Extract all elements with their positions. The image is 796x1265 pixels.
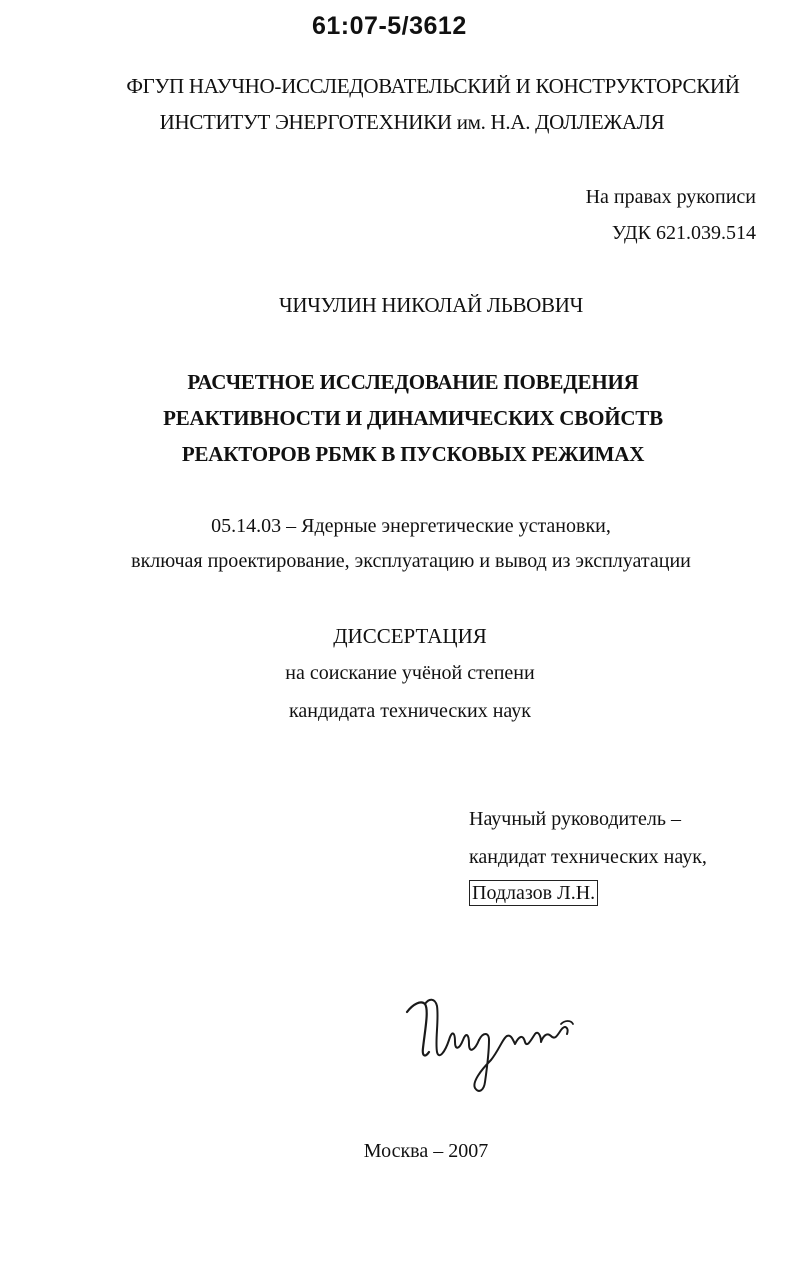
specialty-line-1: 05.14.03 – Ядерные энергетические установки,	[211, 515, 611, 537]
work-kind: ДИССЕРТАЦИЯ	[333, 624, 487, 648]
author-name: ЧИЧУЛИН НИКОЛАЙ ЛЬВОВИЧ	[279, 293, 583, 317]
organization-line-1: ФГУП НАУЧНО-ИССЛЕДОВАТЕЛЬСКИЙ И КОНСТРУКТОРСКИЙ	[126, 74, 740, 98]
city-year: Москва – 2007	[363, 1140, 489, 1162]
degree-line-1: на соискание учёной степени	[285, 662, 535, 684]
title-line-3: РЕАКТОРОВ РБМК В ПУСКОВЫХ РЕЖИМАХ	[181, 442, 645, 466]
handwritten-signature	[395, 990, 595, 1100]
title-line-1: РАСЧЕТНОЕ ИССЛЕДОВАНИЕ ПОВЕДЕНИЯ	[187, 370, 639, 394]
specialty-line-2: включая проектирование, эксплуатацию и вывод из эксплуатации	[131, 550, 691, 572]
organization-line-2: ИНСТИТУТ ЭНЕРГОТЕХНИКИ им. Н.А. ДОЛЛЕЖАЛЯ	[159, 110, 665, 134]
supervisor-name: Подлазов Л.Н.	[469, 880, 598, 906]
manuscript-note: На правах рукописи	[585, 186, 756, 208]
title-line-2: РЕАКТИВНОСТИ И ДИНАМИЧЕСКИХ СВОЙСТВ	[163, 406, 663, 430]
supervisor-title: кандидат технических наук,	[469, 846, 707, 868]
udk-code: УДК 621.039.514	[611, 222, 756, 244]
supervisor-role: Научный руководитель –	[469, 808, 681, 830]
catalog-number: 61:07-5/3612	[312, 12, 467, 40]
degree-line-2: кандидата технических наук	[288, 700, 532, 722]
